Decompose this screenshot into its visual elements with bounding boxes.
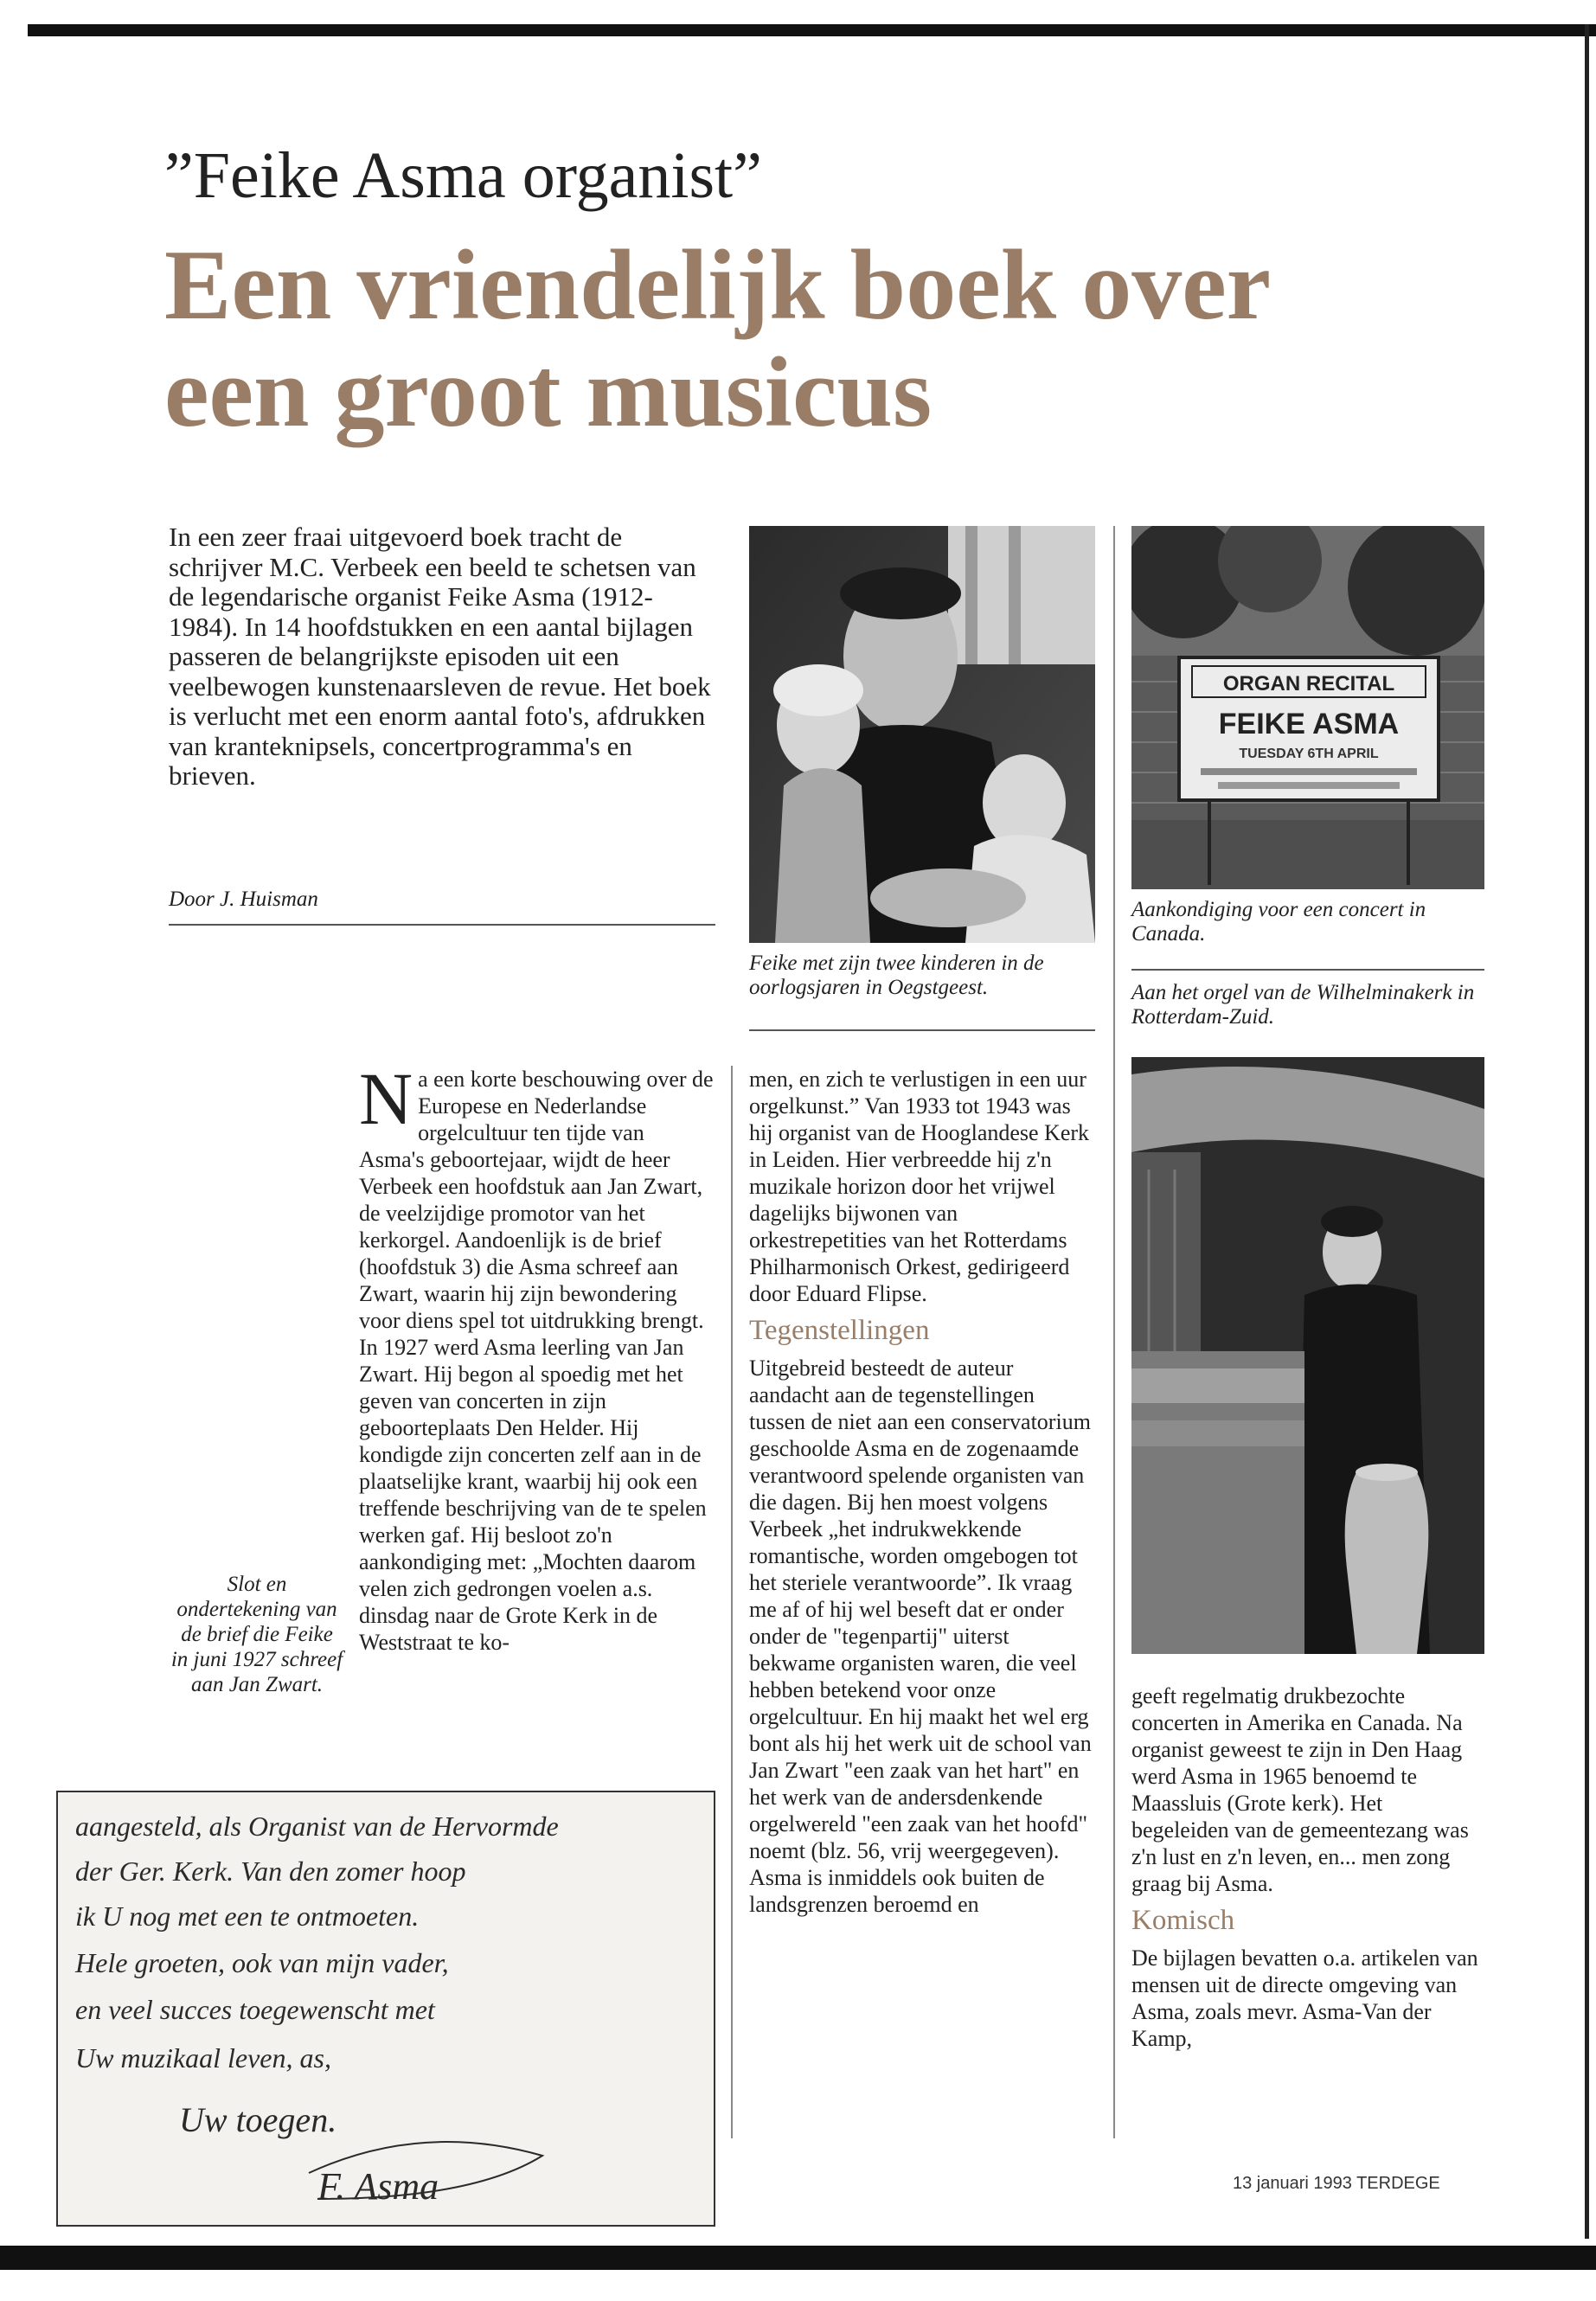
column-3-paragraph-1: geeft regelmatig drukbezochte concerten in Amerika en Canada. Na organist geweest te zijn in Den Haag werd Asma in 1965 benoemd te Maassluis (Grote kerk). Het begeleiden van de gemeentezang was z'n lust en z'n leven, en... men zong graag bij Asma. [1131,1683,1469,1896]
column-rule-1 [731,1066,733,2138]
photo-feike-with-children [749,526,1095,943]
caption-rule-1 [749,1029,1095,1031]
intro-rule [169,924,715,926]
column-2-paragraph-2: Uitgebreid besteedt de auteur aandacht aan de tegenstellingen tussen de niet aan een conservatorium geschoolde Asma en de zogenaamde verantwoord spelende organisten van die dagen. Bij hen moest volgens Verbeek „het indrukwekkende romantische, worden omgebogen tot het steriele verantwoorde”. Ik vraag me af of hij wel beseft dat er onder onder de "tegenpartij" uiterst bekwame organisten waren, die veel hebben betekend voor onze orgelcultuur. En hij maakt het wel erg bont als hij het werk uit de school van Jan Zwart "een zaak van het hart" en het werk van de andersdenkende orgelwereld "een zaak van het hoofd" noemt (blz. 56, vrij weergegeven). Asma is inmiddels ook buiten de landsgrenzen beroemd en [749,1356,1092,1917]
letter-line-5: en veel succes toegewenscht met [75,1994,435,2025]
caption-photo-children: Feike met zijn twee kinderen in de oorlogsjaren in Oegstgeest. [749,952,1044,999]
article-column-1 [359,1057,714,1656]
subheading-komisch: Komisch [1131,1905,1235,1936]
caption-photo-organ: Aan het orgel van de Wilhelminakerk in Rotterdam-Zuid. [1131,981,1475,1029]
byline: Door J. Huisman [169,888,318,911]
sign-text-2: FEIKE ASMA [1218,708,1400,740]
photo-concert-sign-image [1131,526,1484,889]
letter-closing: Uw toegen. [179,2100,337,2139]
letter-line-4: Hele groeten, ook van mijn vader, [75,1947,449,1978]
headline-line-1: Een vriendelijk boek over [164,230,1272,341]
handwritten-letter [56,1791,715,2227]
right-border [1585,24,1589,2239]
top-border [28,24,1596,36]
photo-at-organ-image [1131,1057,1484,1654]
article-column-2 [749,1066,1095,1918]
bottom-border [0,2246,1596,2270]
column-1-text: a een korte beschouwing over de Europese en Nederlandse orgelcultuur ten tijde van Asma's geboortejaar, wijdt de heer Verbeek een hoofdstuk aan Jan Zwart, de veelzijdige promotor van het kerkorgel. Aandoenlijk is de brief (hoofdstuk 3) die Asma schreef aan Zwart, waarin hij zijn bewondering voor diens spel tot uitdrukking brengt. In 1927 werd Asma leerling van Jan Zwart. Hij begon al spoedig met het geven van concerten in zijn geboorteplaats Den Helder. Hij kondigde zijn concerten zelf aan in de plaatselijke krant, waarbij hij ook een treffende beschrijving van de te spelen werken gaf. Hij besloot zo'n aankondiging met: „Mochten daarom velen zich gedrongen voelen a.s. dinsdag naar de Grote Kerk in de Weststraat te ko- [359,1067,714,1655]
intro-paragraph: In een zeer fraai uitgevoerd boek tracht de schrijver M.C. Verbeek een beeld te schetsen van de legendarische organist Feike Asma (1912-1984). In 14 hoofdstukken en een aantal bijlagen passeren de belangrijkste episoden uit een veelbewogen kunstenaarsleven de revue. Het boek is verlucht met een enorm aantal foto's, afdrukken van kranteknipsels, concertprogramma's en brieven. [169,522,711,791]
letter-signature: F. Asma [317,2165,439,2208]
column-rule-2 [1113,526,1115,2138]
column-2-paragraph-1: men, en zich te verlustigen in een uur orgelkunst.” Van 1933 tot 1943 was hij organist van de Hooglandese Kerk in Leiden. Hier verbreedde hij z'n muzikale horizon door het vrijwel dagelijks bijwonen van orkestrepetities van het Rotterdams Philharmonisch Orkest, gedirigeerd door Eduard Flipse. [749,1067,1090,1306]
subheading-tegenstellingen: Tegenstellingen [749,1315,930,1346]
article-column-3 [1131,1682,1482,2052]
page-footer: 13 januari 1993 TERDEGE [1233,2174,1440,2193]
drop-cap: N [359,1057,413,1140]
letter-line-6: Uw muzikaal leven, as, [75,2042,331,2073]
sign-text-3: TUESDAY 6TH APRIL [1239,747,1379,761]
letter-line-2: der Ger. Kerk. Van den zomer hoop [75,1856,466,1887]
caption-photo-sign: Aankondiging voor een concert in Canada. [1131,898,1426,945]
letter-line-1: aangesteld, als Organist van de Hervormde [75,1811,559,1842]
headline-line-2: een groot musicus [164,337,933,448]
photo-at-organ [1131,1057,1484,1654]
handwritten-letter-image [58,1792,714,2225]
sign-text-1: ORGAN RECITAL [1222,672,1395,695]
letter-line-3: ik U nog met een te ontmoeten. [75,1900,420,1932]
article-headline [164,232,1271,446]
caption-letter: Slot en ondertekening van de brief die Feike in juni 1927 schreef aan Jan Zwart. [170,1573,343,1696]
caption-rule-2 [1131,969,1484,971]
photo-feike-with-children-image [749,526,1095,943]
photo-concert-sign [1131,526,1484,889]
article-kicker: ”Feike Asma organist” [164,139,762,212]
column-3-paragraph-2: De bijlagen bevatten o.a. artikelen van mensen uit de directe omgeving van Asma, zoals mevr. Asma-Van der Kamp, [1131,1945,1478,2051]
